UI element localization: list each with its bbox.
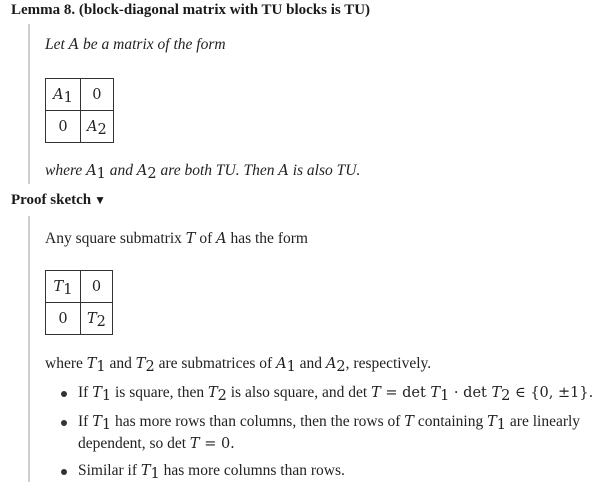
triangle-down-icon: ▼ [94, 193, 107, 207]
proof-left-rule [28, 216, 30, 482]
matrix-cell-zero: 0 [81, 271, 113, 303]
lemma-left-rule [28, 24, 30, 184]
bullet-dot [61, 469, 67, 475]
bullet-dot [61, 391, 67, 397]
matrix-cell-zero: 0 [46, 303, 81, 335]
lemma-intro: Let A be a matrix of the form [45, 36, 226, 53]
lemma-block-matrix [45, 78, 114, 143]
matrix-cell-t2: $T_2$ [81, 303, 113, 335]
list-item: If $T_1$ has more rows than columns, then the rows of T containing $T_1$ are linearly dependent, so det T = 0. [78, 413, 581, 452]
proof-where-line: where $T_1$ and $T_2$ are submatrices of $A_1$ and $A_2$, respectively. [45, 355, 432, 375]
proof-intro: Any square submatrix T of A has the form [45, 230, 308, 247]
lemma-title: Lemma 8. (block-diagonal matrix with TU blocks is TU) [11, 2, 371, 18]
proof-block-matrix [45, 270, 113, 335]
proof-title: Proof sketch [11, 192, 92, 208]
proof-toggle[interactable] [11, 192, 106, 209]
matrix-cell-zero: 0 [46, 111, 81, 143]
lemma-closing: where $A_1$ and $A_2$ are both TU. Then A is also TU. [45, 162, 361, 182]
list-item: If $T_1$ is square, then $T_2$ is also square, and $\det T = \det T_1 \cdot \det T_2$ ∈ {0, ±1}. [78, 384, 594, 404]
matrix-cell-zero: 0 [81, 79, 114, 111]
list-item: Similar if $T_1$ has more columns than rows. [78, 462, 345, 482]
matrix-cell-a2: $A_2$ [81, 111, 114, 143]
matrix-cell-a1: $A_1$ [46, 79, 81, 111]
bullet-dot [61, 420, 67, 426]
matrix-cell-t1: $T_1$ [46, 271, 81, 303]
